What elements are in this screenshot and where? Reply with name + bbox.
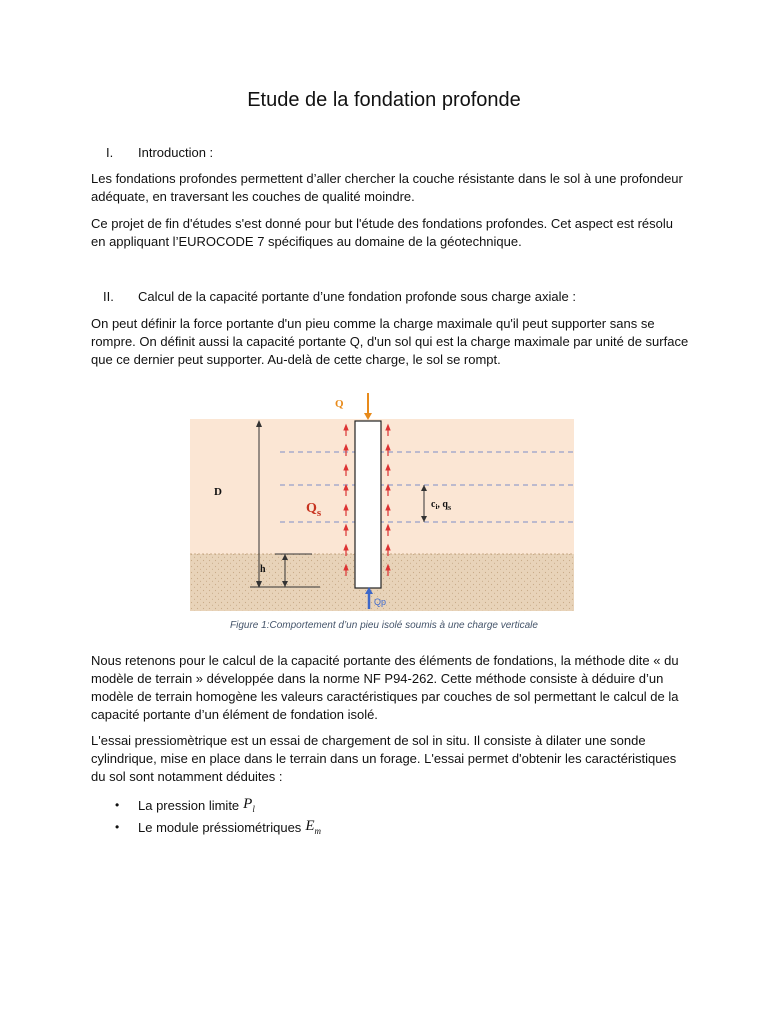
page-title: Etude de la fondation profonde — [247, 89, 521, 111]
section-label: Introduction : — [138, 145, 214, 160]
load-label: Q — [335, 398, 344, 410]
pressiometric-modulus-symbol: $E_m$ — [305, 818, 321, 836]
pressiometer-paragraph: L'essai pressiomètrique est un essai de chargement de sol in situ. Il consiste à dilater une sonde cylindrique, mise en place dans le terrain dans un forage. L'essai permet d'obtenir les caractéristiques du sol sont notamment déduites : — [91, 733, 677, 784]
shaft-resistance-label: $Q_s$ — [306, 501, 322, 519]
list-item-text: La pression limite — [138, 797, 240, 813]
limit-pressure-symbol: $P_l$ — [243, 796, 255, 814]
capacity-paragraph: On peut définir la force portante d'un pieu comme la charge maximale qu'il peut supporter sans se rompre. On définit aussi la capacité portante Q, d'un sol qui est la charge maximale par unité de surface que ce dernier peut supporter. Au-delà de cette charge, le sol se rompt. — [91, 316, 689, 367]
section-heading-introduction — [106, 144, 213, 161]
tip-resistance-label: Qp — [374, 597, 387, 607]
list-item — [91, 816, 321, 838]
parameter-list — [91, 794, 321, 838]
embedment-label: h — [260, 564, 266, 575]
bullet-icon: • — [115, 798, 120, 812]
pile — [355, 421, 381, 588]
upper-soil-layer — [190, 419, 574, 554]
section-heading-capacity — [103, 288, 576, 305]
intro-paragraph-2: Ce projet de fin d'études s'est donné pour but l'étude des fondations profondes. Cet aspect est résolu en appliquant l’EUROCODE 7 spécifiques au domaine de la géotechnique. — [91, 216, 673, 249]
bullet-icon: • — [115, 820, 120, 834]
list-item — [91, 794, 321, 816]
figure-caption: Figure 1:Comportement d’un pieu isolé soumis à une charge verticale — [230, 620, 538, 631]
layer-parameters-label: $c_i$, $q_s$ — [431, 499, 452, 512]
list-item-text: Le module préssiométriques — [138, 819, 302, 835]
section-number: I. — [106, 145, 114, 160]
section-label: Calcul de la capacité portante d’une fondation profonde sous charge axiale : — [138, 289, 576, 304]
pile-figure — [190, 391, 574, 611]
depth-label: D — [214, 486, 222, 498]
pile-diagram — [190, 391, 574, 611]
method-paragraph: Nous retenons pour le calcul de la capacité portante des éléments de fondations, la méthode dite « du modèle de terrain » développée dans la norme NF P94-262. Cette méthode consiste à déduire d’un modèle de terrain homogène les valeurs caractéristiques par couches de sol permettant le calcul de la capacité portante d’un élément de fondation isolé. — [91, 653, 679, 722]
section-number: II. — [103, 289, 114, 304]
intro-paragraph-1: Les fondations profondes permettent d’aller chercher la couche résistante dans le sol à une profondeur adéquate, en traversant les couches de qualité moindre. — [91, 171, 683, 204]
